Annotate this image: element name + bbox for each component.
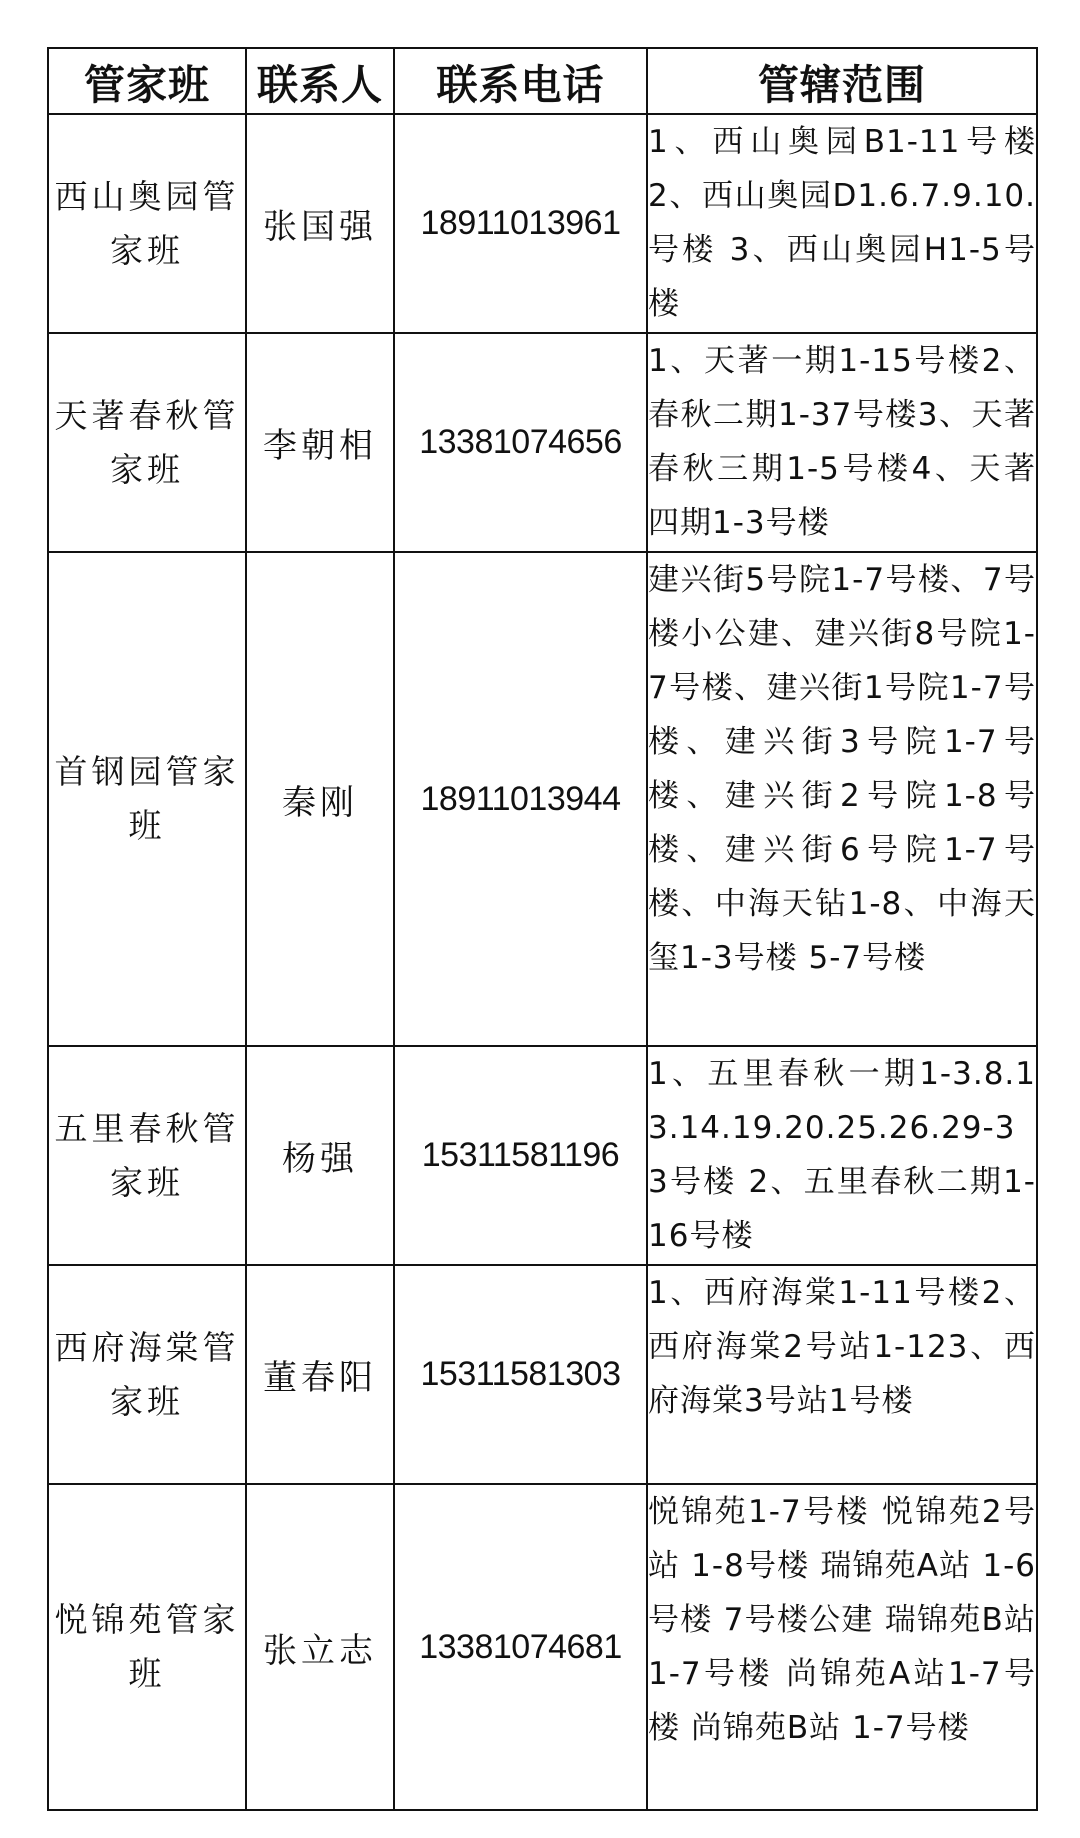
scope-cell: 悦锦苑1-7号楼 悦锦苑2号站 1-8号楼 瑞锦苑A站 1-6号楼 7号楼公建 瑞锦苑B站 1-7号楼 尚锦苑A站1-7号楼 尚锦苑B站 1-7号楼 — [647, 1484, 1037, 1810]
phone-cell: 15311581196 — [394, 1046, 647, 1265]
table-row — [48, 1046, 1037, 1265]
contact-cell: 李朝相 — [246, 333, 394, 552]
scope-cell: 1、西府海棠1-11号楼2、西府海棠2号站1-123、西府海棠3号站1号楼 — [647, 1265, 1037, 1484]
phone-cell: 13381074681 — [394, 1484, 647, 1810]
phone-cell: 18911013944 — [394, 552, 647, 1046]
table-row — [48, 114, 1037, 333]
team-cell: 五里春秋管家班 — [48, 1046, 246, 1265]
contact-cell: 张立志 — [246, 1484, 394, 1810]
scope-cell: 建兴街5号院1-7号楼、7号楼小公建、建兴街8号院1-7号楼、建兴街1号院1-7号楼、建兴街3号院1-7号楼、建兴街2号院1-8号楼、建兴街6号院1-7号楼、中海天钻1-8、中海天玺1-3号楼 5-7号楼 — [647, 552, 1037, 1046]
contact-cell: 张国强 — [246, 114, 394, 333]
contact-cell: 秦刚 — [246, 552, 394, 1046]
phone-cell: 15311581303 — [394, 1265, 647, 1484]
header-team: 管家班 — [48, 48, 246, 114]
team-cell: 西府海棠管家班 — [48, 1265, 246, 1484]
scope-cell: 1、西山奥园B1-11号楼 2、西山奥园D1.6.7.9.10.号楼 3、西山奥园H1-5号楼 — [647, 114, 1037, 333]
table-row — [48, 1265, 1037, 1484]
team-cell: 西山奥园管家班 — [48, 114, 246, 333]
scope-cell: 1、天著一期1-15号楼2、春秋二期1-37号楼3、天著春秋三期1-5号楼4、天著四期1-3号楼 — [647, 333, 1037, 552]
team-cell: 天著春秋管家班 — [48, 333, 246, 552]
table-header-row — [48, 48, 1037, 114]
scope-cell: 1、五里春秋一期1-3.8.13.14.19.20.25.26.29-33号楼 2、五里春秋二期1-16号楼 — [647, 1046, 1037, 1265]
table-row — [48, 552, 1037, 1046]
team-cell: 悦锦苑管家班 — [48, 1484, 246, 1810]
header-contact: 联系人 — [246, 48, 394, 114]
table-row — [48, 333, 1037, 552]
contact-cell: 董春阳 — [246, 1265, 394, 1484]
phone-cell: 13381074656 — [394, 333, 647, 552]
header-scope: 管辖范围 — [647, 48, 1037, 114]
phone-cell: 18911013961 — [394, 114, 647, 333]
housekeeping-team-table — [47, 47, 1038, 1811]
table-row — [48, 1484, 1037, 1810]
header-phone: 联系电话 — [394, 48, 647, 114]
contact-cell: 杨强 — [246, 1046, 394, 1265]
team-cell: 首钢园管家班 — [48, 552, 246, 1046]
